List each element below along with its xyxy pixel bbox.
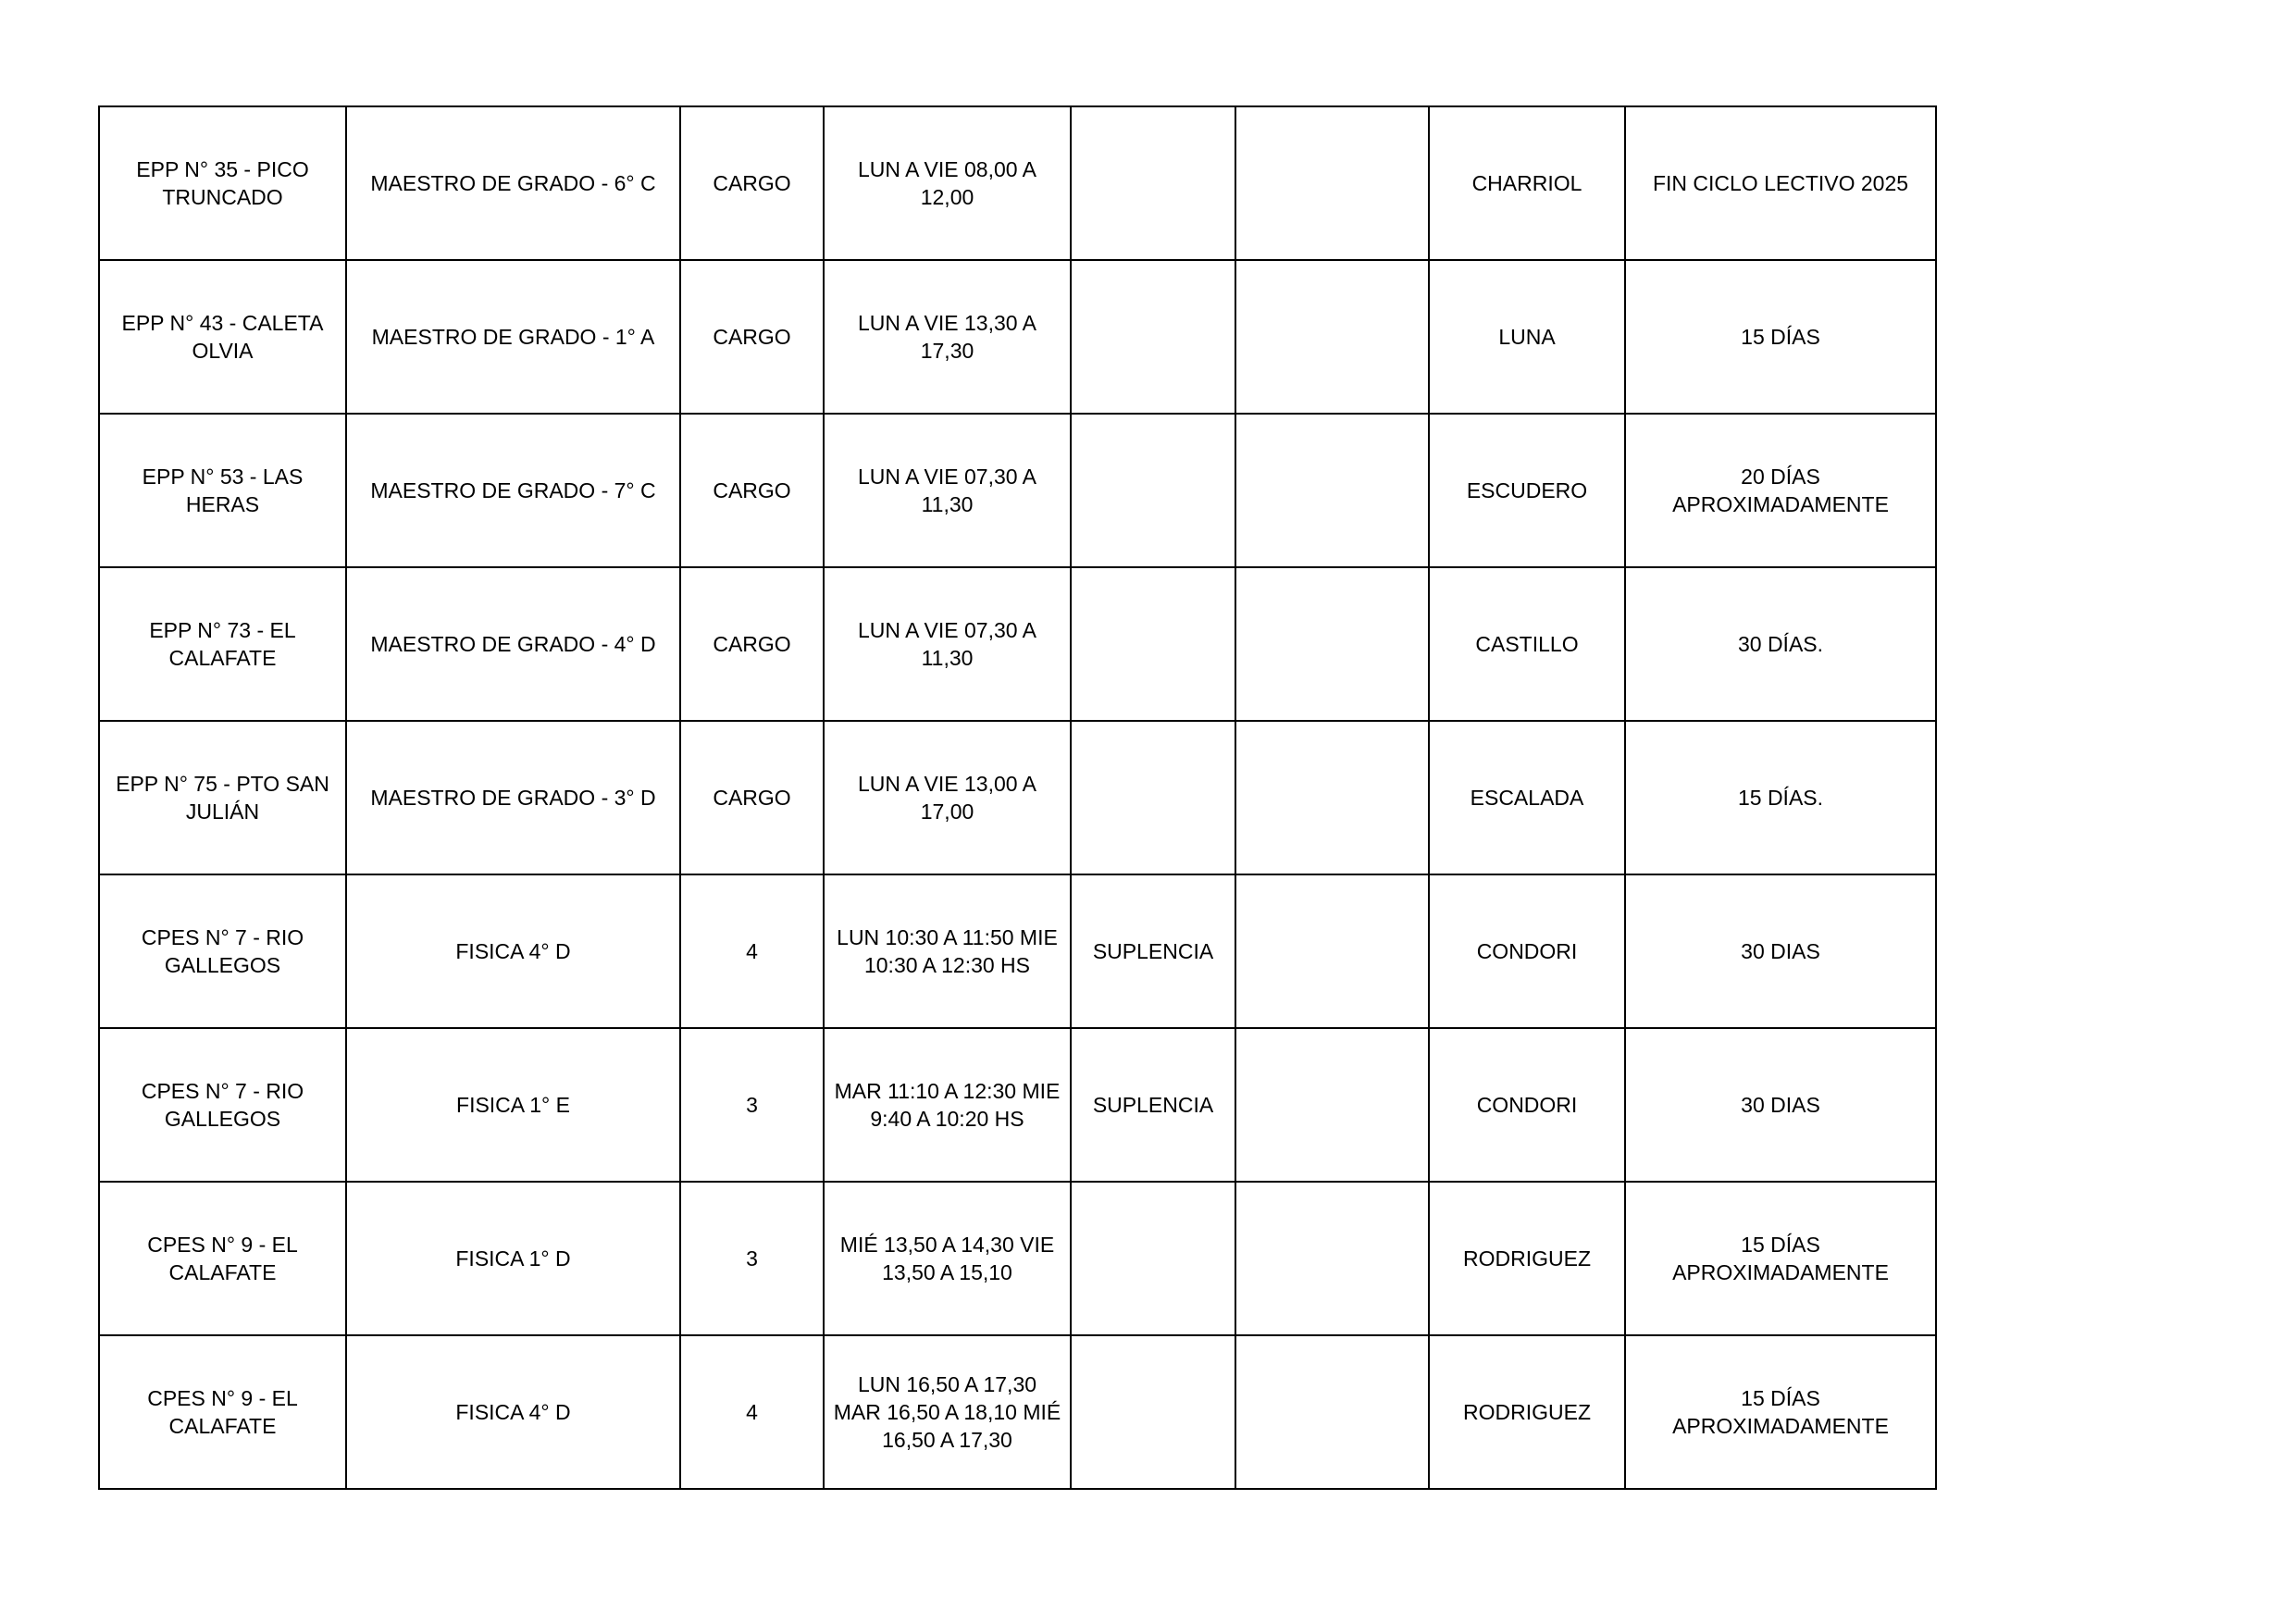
cell-schedule: LUN A VIE 07,30 A 11,30 — [824, 567, 1071, 721]
cell-position: MAESTRO DE GRADO - 6° C — [346, 106, 680, 260]
table-body — [99, 106, 1936, 1489]
cell-type: 3 — [680, 1028, 824, 1182]
cell-category — [1071, 106, 1235, 260]
cell-category — [1071, 721, 1235, 874]
cell-extra — [1235, 567, 1429, 721]
cell-duration: 15 DÍAS APROXIMADAMENTE — [1625, 1182, 1936, 1335]
cell-school: EPP N° 75 - PTO SAN JULIÁN — [99, 721, 346, 874]
cell-school: CPES N° 9 - EL CALAFATE — [99, 1182, 346, 1335]
cell-position: MAESTRO DE GRADO - 7° C — [346, 414, 680, 567]
cell-duration: FIN CICLO LECTIVO 2025 — [1625, 106, 1936, 260]
table-row — [99, 721, 1936, 874]
cell-position: MAESTRO DE GRADO - 1° A — [346, 260, 680, 414]
cell-type: 4 — [680, 874, 824, 1028]
cell-position: FISICA 1° D — [346, 1182, 680, 1335]
cell-extra — [1235, 721, 1429, 874]
cell-type: CARGO — [680, 260, 824, 414]
cell-name: CHARRIOL — [1429, 106, 1625, 260]
cell-duration: 15 DÍAS APROXIMADAMENTE — [1625, 1335, 1936, 1489]
cell-category — [1071, 1335, 1235, 1489]
cell-extra — [1235, 1335, 1429, 1489]
cell-duration: 30 DIAS — [1625, 874, 1936, 1028]
cell-type: CARGO — [680, 567, 824, 721]
cell-schedule: LUN A VIE 13,00 A 17,00 — [824, 721, 1071, 874]
cell-name: CONDORI — [1429, 874, 1625, 1028]
cell-type: CARGO — [680, 721, 824, 874]
cell-category — [1071, 1182, 1235, 1335]
cell-school: EPP N° 43 - CALETA OLVIA — [99, 260, 346, 414]
cell-schedule: LUN A VIE 07,30 A 11,30 — [824, 414, 1071, 567]
cell-name: CONDORI — [1429, 1028, 1625, 1182]
cell-schedule: LUN 10:30 A 11:50 MIE 10:30 A 12:30 HS — [824, 874, 1071, 1028]
cell-name: RODRIGUEZ — [1429, 1335, 1625, 1489]
cell-name: CASTILLO — [1429, 567, 1625, 721]
cell-extra — [1235, 874, 1429, 1028]
cell-type: 3 — [680, 1182, 824, 1335]
cell-extra — [1235, 106, 1429, 260]
cell-duration: 15 DÍAS. — [1625, 721, 1936, 874]
table-row — [99, 260, 1936, 414]
cell-duration: 20 DÍAS APROXIMADAMENTE — [1625, 414, 1936, 567]
cell-schedule: MAR 11:10 A 12:30 MIE 9:40 A 10:20 HS — [824, 1028, 1071, 1182]
cell-position: FISICA 1° E — [346, 1028, 680, 1182]
cell-extra — [1235, 414, 1429, 567]
vacancies-table — [98, 105, 1937, 1490]
cell-type: 4 — [680, 1335, 824, 1489]
cell-category: SUPLENCIA — [1071, 1028, 1235, 1182]
cell-category — [1071, 414, 1235, 567]
cell-duration: 30 DÍAS. — [1625, 567, 1936, 721]
cell-type: CARGO — [680, 414, 824, 567]
cell-extra — [1235, 260, 1429, 414]
cell-school: CPES N° 7 - RIO GALLEGOS — [99, 874, 346, 1028]
cell-school: CPES N° 9 - EL CALAFATE — [99, 1335, 346, 1489]
cell-position: MAESTRO DE GRADO - 4° D — [346, 567, 680, 721]
cell-category — [1071, 260, 1235, 414]
cell-schedule: LUN 16,50 A 17,30 MAR 16,50 A 18,10 MIÉ 16,50 A 17,30 — [824, 1335, 1071, 1489]
cell-name: RODRIGUEZ — [1429, 1182, 1625, 1335]
table-row — [99, 874, 1936, 1028]
cell-extra — [1235, 1028, 1429, 1182]
cell-name: ESCALADA — [1429, 721, 1625, 874]
cell-position: FISICA 4° D — [346, 874, 680, 1028]
cell-school: CPES N° 7 - RIO GALLEGOS — [99, 1028, 346, 1182]
cell-duration: 30 DIAS — [1625, 1028, 1936, 1182]
cell-schedule: LUN A VIE 13,30 A 17,30 — [824, 260, 1071, 414]
table-row — [99, 567, 1936, 721]
cell-extra — [1235, 1182, 1429, 1335]
cell-school: EPP N° 35 - PICO TRUNCADO — [99, 106, 346, 260]
cell-duration: 15 DÍAS — [1625, 260, 1936, 414]
cell-position: FISICA 4° D — [346, 1335, 680, 1489]
cell-type: CARGO — [680, 106, 824, 260]
table-row — [99, 1335, 1936, 1489]
cell-category — [1071, 567, 1235, 721]
cell-school: EPP N° 73 - EL CALAFATE — [99, 567, 346, 721]
table-row — [99, 106, 1936, 260]
table-row — [99, 1028, 1936, 1182]
cell-name: ESCUDERO — [1429, 414, 1625, 567]
cell-position: MAESTRO DE GRADO - 3° D — [346, 721, 680, 874]
table-row — [99, 414, 1936, 567]
cell-school: EPP N° 53 - LAS HERAS — [99, 414, 346, 567]
cell-name: LUNA — [1429, 260, 1625, 414]
table-row — [99, 1182, 1936, 1335]
cell-schedule: LUN A VIE 08,00 A 12,00 — [824, 106, 1071, 260]
cell-schedule: MIÉ 13,50 A 14,30 VIE 13,50 A 15,10 — [824, 1182, 1071, 1335]
cell-category: SUPLENCIA — [1071, 874, 1235, 1028]
